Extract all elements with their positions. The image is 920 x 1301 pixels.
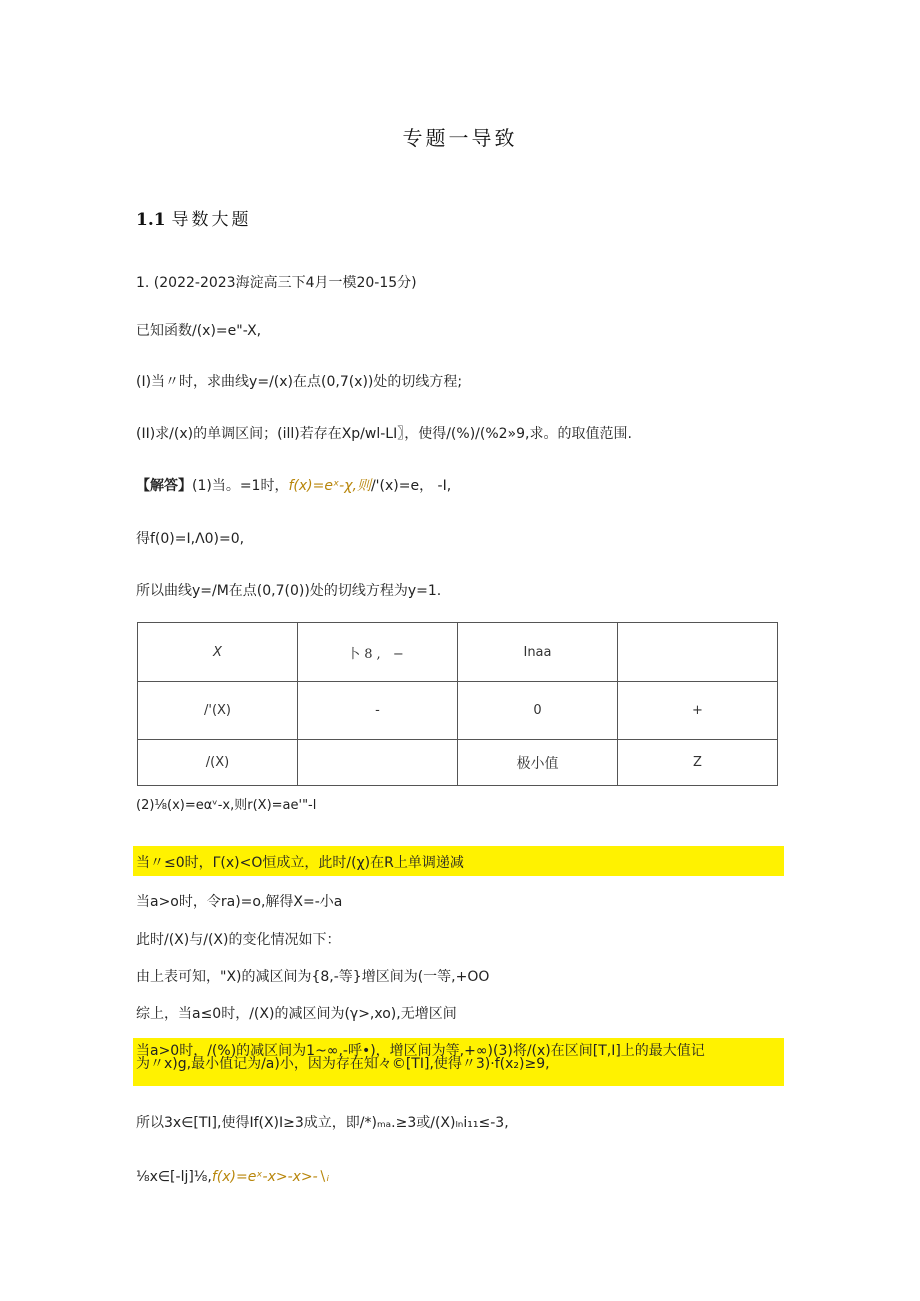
table-cell: 0: [458, 682, 618, 740]
table-cell: 极小值: [458, 740, 618, 786]
problem-part1: (I)当〃时，求曲线y=/(x)在点(0,7(x))处的切线方程;: [136, 374, 463, 390]
table-cell: Z: [618, 740, 778, 786]
section-heading: [136, 205, 252, 230]
variation-table: [137, 622, 778, 786]
solution-line9-formula: f(x)=eˣ-x>-x>-∖ᵢ: [211, 1169, 330, 1185]
table-cell: -: [298, 682, 458, 740]
table-row: [138, 682, 778, 740]
answer-line-3: 所以曲线y=/M在点(0,7(0))处的切线方程为y=1.: [136, 583, 442, 599]
solution-line-7b: 为〃x)g,最小值记为/a)小，因为存在知々©[TI],使得〃3)·f(x₂)≥9,: [136, 1056, 550, 1072]
table-cell: /'(X): [138, 682, 298, 740]
solution-line-1: (2)⅛(x)=eαᵛ-x,则r(X)=ae'"-l: [136, 798, 317, 813]
solution-line-3: 当a>o时，令ra)=o,解得X=-小a: [136, 894, 343, 910]
problem-part2: (II)求/(x)的单调区间；(ill)若存在Xp/wl-LI〗，使得/(%)/(%2»9,求。的取值范围.: [136, 426, 632, 442]
problem-header: 1. (2022-2023海淀高三下4月一模20-15分): [136, 275, 417, 291]
table-cell: Inaa: [458, 623, 618, 682]
answer-label: 【解答】: [136, 478, 192, 494]
table-cell: X: [138, 623, 298, 682]
answer-line1-tail: /'(x)=e， -I,: [370, 478, 452, 494]
section-number: 1.1: [136, 210, 166, 230]
table-row: [138, 623, 778, 682]
problem-given: 已知函数/(x)=e"-X,: [136, 323, 262, 339]
solution-line-2: 当〃≤0时，Γ(x)<O恒成立，此时/(χ)在R上单调递减: [136, 855, 464, 871]
table-cell: 卜8, −: [298, 623, 458, 682]
table-row: [138, 740, 778, 786]
solution-line-8: 所以3x∈[TI],使得If(X)I≥3成立，即/*)ₘₐ.≥3或/(X)ₗₙi₁₁≤-3,: [136, 1115, 509, 1131]
solution-line-5: 由上表可知，"X)的减区间为{8,-等}增区间为(一等,+OO: [136, 969, 490, 985]
table-cell: +: [618, 682, 778, 740]
table-cell: [298, 740, 458, 786]
solution-line-4: 此时/(X)与/(X)的变化情况如下：: [136, 932, 341, 948]
solution-line-7a: 当a>0时，/(%)的减区间为1~∞,-呼•)，增区间为等,+∞)(3)将/(x)在区间[T,I]上的最大值记: [136, 1043, 705, 1059]
answer-line1-formula: f(x)=eˣ-χ,则: [288, 478, 371, 494]
section-title: 导数大题: [171, 210, 252, 230]
table-cell: /(X): [138, 740, 298, 786]
answer-line-1: [136, 475, 451, 495]
table-cell: [618, 623, 778, 682]
solution-line-6: 综上，当a≤0时，/(X)的减区间为(γ>,xo),无增区间: [136, 1006, 457, 1022]
solution-line9-text: ⅛x∈[-lj]⅛,: [136, 1169, 212, 1185]
solution-line-9: [136, 1169, 329, 1185]
answer-line1-text: (1)当。=1时，: [192, 478, 289, 494]
page-title: 专题一导致: [402, 126, 518, 150]
answer-line-2: 得f(0)=I,Λ0)=0,: [136, 531, 245, 547]
